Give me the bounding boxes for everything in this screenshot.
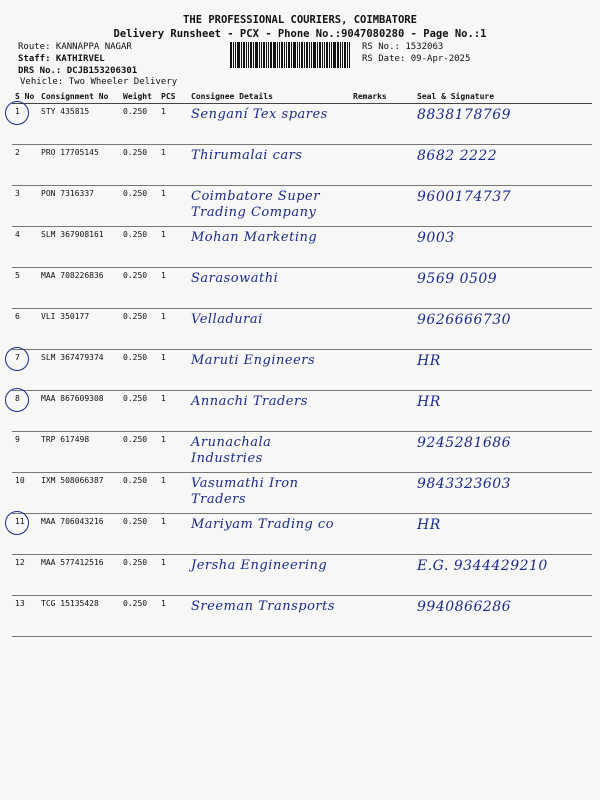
row-seal-signature-text: 8682 2222 bbox=[417, 148, 498, 164]
barcode-bar bbox=[250, 42, 252, 68]
row-consignment-no bbox=[38, 432, 120, 473]
row-weight bbox=[120, 227, 158, 268]
row-sno bbox=[12, 104, 38, 145]
vehicle-label: Vehicle: Two Wheeler Delivery bbox=[20, 77, 178, 87]
row-seal-signature bbox=[414, 227, 592, 268]
col-header-remarks: Remarks bbox=[350, 90, 414, 104]
row-weight-text: 0.250 bbox=[123, 435, 148, 444]
row-seal-signature-text: 9569 0509 bbox=[417, 271, 498, 287]
row-pcs-text: 1 bbox=[161, 476, 166, 485]
row-consignment-no-text: IXM 508066387 bbox=[41, 476, 104, 485]
barcode-bar bbox=[263, 42, 265, 68]
row-remarks bbox=[350, 391, 414, 432]
row-seal-signature bbox=[414, 514, 592, 555]
row-weight-text: 0.250 bbox=[123, 107, 148, 116]
row-pcs-text: 1 bbox=[161, 599, 166, 608]
row-weight-text: 0.250 bbox=[123, 271, 148, 280]
row-consignee-text: Sarasowathi bbox=[191, 271, 279, 286]
barcode-bar bbox=[270, 42, 272, 68]
barcode-bar bbox=[255, 42, 258, 68]
row-remarks bbox=[350, 473, 414, 514]
row-sno-text: 5 bbox=[15, 271, 20, 280]
row-pcs bbox=[158, 432, 188, 473]
row-consignment-no bbox=[38, 227, 120, 268]
row-consignment-no bbox=[38, 473, 120, 514]
barcode-bar bbox=[301, 42, 303, 68]
barcode-bar bbox=[281, 42, 283, 68]
row-pcs bbox=[158, 104, 188, 145]
table-row bbox=[12, 268, 592, 309]
barcode-bar bbox=[273, 42, 276, 68]
barcode-bar bbox=[309, 42, 310, 68]
row-consignment-no-text: MAA 867609308 bbox=[41, 394, 104, 403]
barcode-bar bbox=[329, 42, 330, 68]
row-consignment-no bbox=[38, 391, 120, 432]
row-consignment-no bbox=[38, 268, 120, 309]
barcode-bar bbox=[340, 42, 341, 68]
barcode-bar bbox=[233, 42, 234, 68]
row-consignee bbox=[188, 473, 350, 514]
circle-mark bbox=[5, 101, 29, 125]
row-weight bbox=[120, 309, 158, 350]
row-sno bbox=[12, 432, 38, 473]
row-weight bbox=[120, 350, 158, 391]
row-consignee bbox=[188, 432, 350, 473]
row-weight-text: 0.250 bbox=[123, 394, 148, 403]
row-pcs bbox=[158, 145, 188, 186]
row-sno bbox=[12, 186, 38, 227]
company-title: THE PROFESSIONAL COURIERS, COIMBATORE bbox=[183, 14, 417, 26]
barcode-bar bbox=[261, 42, 262, 68]
row-sno bbox=[12, 268, 38, 309]
row-weight-text: 0.250 bbox=[123, 148, 148, 157]
row-consignment-no-text: STY 435815 bbox=[41, 107, 90, 116]
table-row bbox=[12, 514, 592, 555]
circle-mark bbox=[5, 388, 29, 412]
row-pcs-text: 1 bbox=[161, 107, 166, 116]
row-seal-signature-text: HR bbox=[417, 353, 441, 369]
staff-label: Staff: KATHIRVEL bbox=[18, 54, 105, 64]
barcode-bar bbox=[324, 42, 325, 68]
row-consignment-no bbox=[38, 309, 120, 350]
row-consignment-no-text: MAA 706043216 bbox=[41, 517, 104, 526]
row-consignment-no bbox=[38, 145, 120, 186]
row-pcs bbox=[158, 186, 188, 227]
row-remarks bbox=[350, 186, 414, 227]
row-consignment-no bbox=[38, 104, 120, 145]
row-pcs-text: 1 bbox=[161, 517, 166, 526]
table-row bbox=[12, 309, 592, 350]
row-sno bbox=[12, 145, 38, 186]
row-weight bbox=[120, 473, 158, 514]
row-sno bbox=[12, 391, 38, 432]
row-seal-signature-text: HR bbox=[417, 394, 441, 410]
row-consignee-text: Arunachala Industries bbox=[191, 435, 272, 466]
barcode-bar bbox=[293, 42, 296, 68]
row-consignee-text: Sreeman Transports bbox=[191, 599, 336, 614]
row-consignee bbox=[188, 350, 350, 391]
row-consignment-no-text: PRO 17705145 bbox=[41, 148, 99, 157]
row-weight-text: 0.250 bbox=[123, 558, 148, 567]
barcode-bar bbox=[326, 42, 328, 68]
row-pcs bbox=[158, 596, 188, 637]
row-remarks bbox=[350, 145, 414, 186]
circle-mark bbox=[5, 347, 29, 371]
barcode-bar bbox=[253, 42, 254, 68]
table-header-row bbox=[12, 90, 592, 104]
row-consignee bbox=[188, 104, 350, 145]
row-consignee-text: Coimbatore Super Trading Company bbox=[191, 189, 320, 220]
row-consignment-no-text: MAA 577412516 bbox=[41, 558, 104, 567]
row-sno-text: 6 bbox=[15, 312, 20, 321]
row-pcs-text: 1 bbox=[161, 353, 166, 362]
row-sno-text: 11 bbox=[15, 517, 25, 526]
row-sno bbox=[12, 309, 38, 350]
barcode-bar bbox=[286, 42, 287, 68]
barcode-bar bbox=[279, 42, 280, 68]
row-sno-text: 2 bbox=[15, 148, 20, 157]
row-weight-text: 0.250 bbox=[123, 353, 148, 362]
table-row bbox=[12, 104, 592, 145]
row-consignee bbox=[188, 309, 350, 350]
row-weight bbox=[120, 391, 158, 432]
row-consignment-no-text: VLI 350177 bbox=[41, 312, 90, 321]
barcode-bar bbox=[347, 42, 348, 68]
barcode-bar bbox=[241, 42, 242, 68]
row-consignment-no-text: SLM 367479374 bbox=[41, 353, 104, 362]
row-remarks bbox=[350, 514, 414, 555]
table-row bbox=[12, 186, 592, 227]
row-pcs-text: 1 bbox=[161, 312, 166, 321]
barcode-bar bbox=[259, 42, 260, 68]
row-seal-signature bbox=[414, 104, 592, 145]
barcode-bar bbox=[237, 42, 240, 68]
row-sno-text: 3 bbox=[15, 189, 20, 198]
barcode-bar bbox=[268, 42, 269, 68]
table-row bbox=[12, 145, 592, 186]
row-seal-signature-text: 9003 bbox=[417, 230, 455, 246]
table-row bbox=[12, 227, 592, 268]
row-seal-signature-text: 9843323603 bbox=[417, 476, 512, 492]
barcode-bar bbox=[291, 42, 292, 68]
row-weight-text: 0.250 bbox=[123, 517, 148, 526]
barcode-bar bbox=[331, 42, 332, 68]
row-consignee-text: Senganí Tex spares bbox=[191, 107, 328, 122]
row-pcs bbox=[158, 268, 188, 309]
row-seal-signature-text: 9600174737 bbox=[417, 189, 512, 205]
row-seal-signature bbox=[414, 432, 592, 473]
row-sno-text: 10 bbox=[15, 476, 25, 485]
row-consignment-no bbox=[38, 514, 120, 555]
table-row bbox=[12, 473, 592, 514]
row-pcs bbox=[158, 391, 188, 432]
col-header-consignment: Consignment No bbox=[38, 90, 120, 104]
barcode-bar bbox=[319, 42, 321, 68]
barcode-bar bbox=[322, 42, 323, 68]
row-pcs bbox=[158, 514, 188, 555]
barcode bbox=[230, 42, 358, 68]
row-sno bbox=[12, 555, 38, 596]
row-seal-signature-text: 9626666730 bbox=[417, 312, 512, 328]
row-consignee-text: Vasumathi Iron Traders bbox=[191, 476, 299, 507]
table-row bbox=[12, 391, 592, 432]
row-remarks bbox=[350, 309, 414, 350]
row-remarks bbox=[350, 432, 414, 473]
row-sno bbox=[12, 227, 38, 268]
row-seal-signature-text: 9245281686 bbox=[417, 435, 512, 451]
row-seal-signature bbox=[414, 145, 592, 186]
row-consignee bbox=[188, 268, 350, 309]
row-pcs-text: 1 bbox=[161, 558, 166, 567]
barcode-bar bbox=[297, 42, 298, 68]
table-row bbox=[12, 555, 592, 596]
row-remarks bbox=[350, 227, 414, 268]
row-weight-text: 0.250 bbox=[123, 312, 148, 321]
drs-number: DRS No.: DCJB153206301 bbox=[18, 66, 138, 76]
circle-mark bbox=[5, 511, 29, 535]
row-weight bbox=[120, 596, 158, 637]
row-seal-signature bbox=[414, 268, 592, 309]
row-remarks bbox=[350, 104, 414, 145]
row-pcs bbox=[158, 555, 188, 596]
row-consignee-text: Maruti Engineers bbox=[191, 353, 316, 368]
barcode-bar bbox=[313, 42, 316, 68]
row-consignee bbox=[188, 145, 350, 186]
row-weight bbox=[120, 268, 158, 309]
row-remarks bbox=[350, 596, 414, 637]
row-seal-signature bbox=[414, 350, 592, 391]
row-consignee-text: Velladurai bbox=[191, 312, 263, 327]
barcode-bar bbox=[288, 42, 290, 68]
barcode-bar bbox=[333, 42, 336, 68]
row-consignee-text: Mariyam Trading co bbox=[191, 517, 335, 532]
row-weight bbox=[120, 432, 158, 473]
col-header-weight: Weight bbox=[120, 90, 158, 104]
row-consignment-no-text: MAA 708226836 bbox=[41, 271, 104, 280]
row-seal-signature bbox=[414, 391, 592, 432]
table-row bbox=[12, 432, 592, 473]
col-header-consignee: Consignee Details bbox=[188, 90, 350, 104]
row-pcs-text: 1 bbox=[161, 435, 166, 444]
barcode-bar bbox=[266, 42, 267, 68]
row-seal-signature bbox=[414, 473, 592, 514]
row-consignment-no-text: PON 7316337 bbox=[41, 189, 94, 198]
row-consignment-no bbox=[38, 350, 120, 391]
barcode-bar bbox=[246, 42, 247, 68]
row-pcs-text: 1 bbox=[161, 271, 166, 280]
row-weight bbox=[120, 514, 158, 555]
runsheet-table bbox=[12, 90, 592, 637]
col-header-pcs: PCS bbox=[158, 90, 188, 104]
rs-date: RS Date: 09-Apr-2025 bbox=[362, 54, 471, 64]
row-weight bbox=[120, 145, 158, 186]
barcode-bar bbox=[248, 42, 249, 68]
row-remarks bbox=[350, 350, 414, 391]
barcode-bar bbox=[235, 42, 236, 68]
row-sno bbox=[12, 514, 38, 555]
row-consignment-no-text: TCG 15135428 bbox=[41, 599, 99, 608]
table-row bbox=[12, 350, 592, 391]
row-consignee bbox=[188, 186, 350, 227]
barcode-bar bbox=[344, 42, 346, 68]
row-sno-text: 7 bbox=[15, 353, 20, 362]
table-row bbox=[12, 596, 592, 637]
row-consignment-no bbox=[38, 596, 120, 637]
row-sno-text: 9 bbox=[15, 435, 20, 444]
row-pcs-text: 1 bbox=[161, 189, 166, 198]
row-weight bbox=[120, 186, 158, 227]
row-sno bbox=[12, 596, 38, 637]
row-seal-signature bbox=[414, 309, 592, 350]
row-weight-text: 0.250 bbox=[123, 230, 148, 239]
row-consignment-no bbox=[38, 555, 120, 596]
row-consignment-no bbox=[38, 186, 120, 227]
row-seal-signature bbox=[414, 596, 592, 637]
row-consignee-text: Thirumalai cars bbox=[191, 148, 303, 163]
row-consignment-no-text: SLM 367908161 bbox=[41, 230, 104, 239]
row-consignee-text: Mohan Marketing bbox=[191, 230, 318, 245]
barcode-bar bbox=[304, 42, 305, 68]
row-consignment-no-text: TRP 617498 bbox=[41, 435, 90, 444]
row-consignee bbox=[188, 555, 350, 596]
row-weight-text: 0.250 bbox=[123, 476, 148, 485]
row-seal-signature-text: 8838178769 bbox=[417, 107, 512, 123]
barcode-bar bbox=[342, 42, 343, 68]
row-remarks bbox=[350, 555, 414, 596]
row-remarks bbox=[350, 268, 414, 309]
row-pcs-text: 1 bbox=[161, 394, 166, 403]
row-sno-text: 4 bbox=[15, 230, 20, 239]
barcode-bar bbox=[299, 42, 300, 68]
barcode-bar bbox=[311, 42, 312, 68]
row-pcs bbox=[158, 473, 188, 514]
row-sno bbox=[12, 350, 38, 391]
runsheet-subtitle: Delivery Runsheet - PCX - Phone No.:9047080280 - Page No.:1 bbox=[113, 28, 487, 40]
row-weight-text: 0.250 bbox=[123, 189, 148, 198]
row-weight-text: 0.250 bbox=[123, 599, 148, 608]
barcode-bar bbox=[230, 42, 232, 68]
row-consignee bbox=[188, 596, 350, 637]
barcode-bar bbox=[349, 42, 350, 68]
barcode-bar bbox=[317, 42, 318, 68]
row-pcs-text: 1 bbox=[161, 148, 166, 157]
row-sno-text: 12 bbox=[15, 558, 25, 567]
row-consignee-text: Jersha Engineering bbox=[191, 558, 328, 573]
row-pcs bbox=[158, 227, 188, 268]
route-label: Route: KANNAPPA NAGAR bbox=[18, 42, 132, 52]
barcode-bar bbox=[306, 42, 308, 68]
row-sno-text: 13 bbox=[15, 599, 25, 608]
row-seal-signature bbox=[414, 186, 592, 227]
row-consignee bbox=[188, 391, 350, 432]
row-sno-text: 8 bbox=[15, 394, 20, 403]
row-pcs-text: 1 bbox=[161, 230, 166, 239]
barcode-bar bbox=[243, 42, 245, 68]
row-consignee bbox=[188, 227, 350, 268]
rs-number: RS No.: 1532063 bbox=[362, 42, 444, 52]
row-pcs bbox=[158, 350, 188, 391]
row-seal-signature-text: HR bbox=[417, 517, 441, 533]
col-header-seal: Seal & Signature bbox=[414, 90, 592, 104]
row-sno-text: 1 bbox=[15, 107, 20, 116]
row-consignee-text: Annachi Traders bbox=[191, 394, 308, 409]
col-header-sno: S No bbox=[12, 90, 38, 104]
row-pcs bbox=[158, 309, 188, 350]
row-seal-signature bbox=[414, 555, 592, 596]
row-consignee bbox=[188, 514, 350, 555]
barcode-bar bbox=[284, 42, 285, 68]
row-seal-signature-text: 9940866286 bbox=[417, 599, 512, 615]
row-seal-signature-text: E.G. 9344429210 bbox=[417, 558, 548, 574]
barcode-bar bbox=[337, 42, 339, 68]
row-weight bbox=[120, 555, 158, 596]
barcode-bar bbox=[277, 42, 278, 68]
row-weight bbox=[120, 104, 158, 145]
row-sno bbox=[12, 473, 38, 514]
